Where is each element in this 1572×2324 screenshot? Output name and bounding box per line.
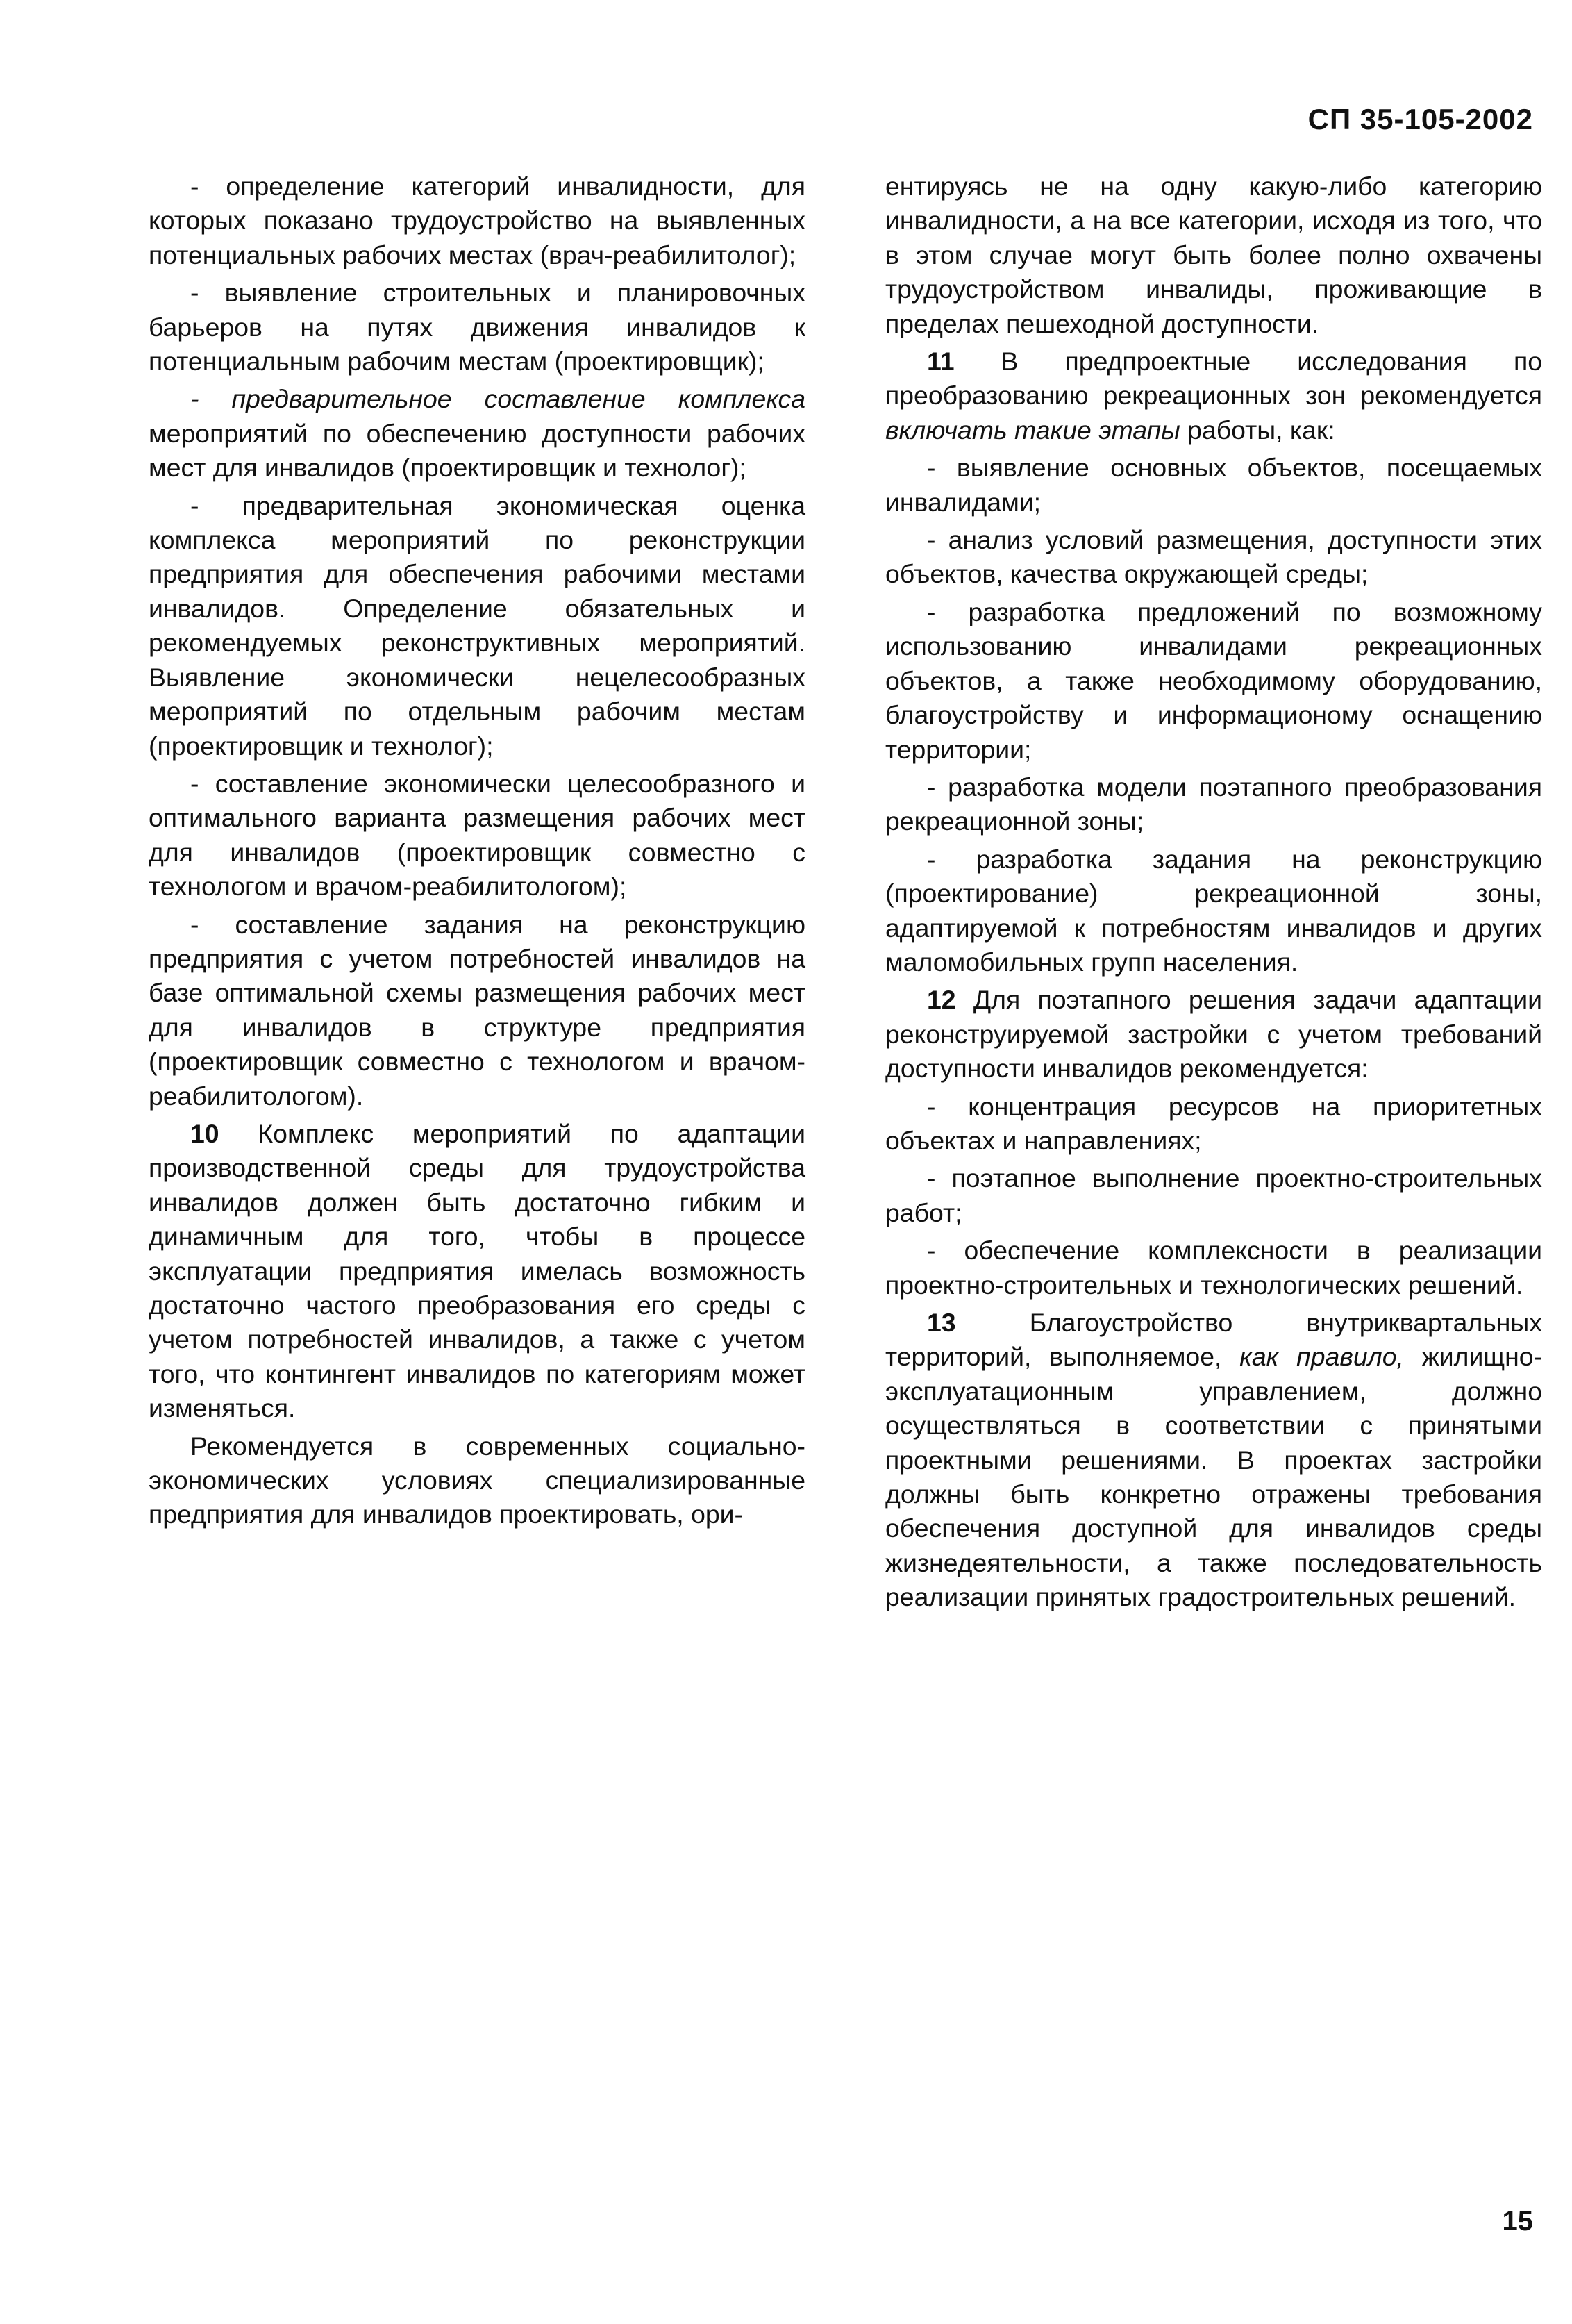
paragraph-text: Комплекс мероприятий по адаптации производственной среды для трудоустройства инвалидов должен быть достаточно гибким и динамичным для того, чтобы в процессе эксплуатации предприятия имелась возможность достаточно частого преобразования его среды с учетом потребностей инвалидов, а также с учетом того, что контингент инвалидов по категориям может изменяться. [149, 1118, 805, 1423]
right-text-column [885, 169, 1542, 1618]
page-number: 15 [1502, 2206, 1533, 2236]
paragraph: Рекомендуется в современных социально-экономических условиях специализированные предприятия для инвалидов проектировать, ори- [149, 1431, 805, 1529]
paragraph: - определение категорий инвалидности, для которых показано трудоустройство на выявленных потенциальных рабочих местах (врач-реабилитолог); [149, 172, 805, 269]
paragraph: - составление экономически целесообразного и оптимального варианта размещения рабочих мест для инвалидов (проектировщик совместно с технологом и врачом-реабилитологом); [149, 768, 805, 902]
clause-number: 11 [927, 347, 955, 376]
left-text-column [149, 169, 805, 1536]
clause-11 [885, 345, 1542, 447]
paragraph: - концентрация ресурсов на приоритетных объектах и направлениях; [885, 1091, 1542, 1155]
clause-number: 13 [927, 1308, 956, 1337]
paragraph-text: Благоустройство внутриквартальных территорий, выполняемое, [885, 1308, 1542, 1372]
italic-text: - предварительное составление комплекса [190, 384, 805, 414]
clause-13 [885, 1306, 1542, 1615]
paragraph-text: В предпроектные исследования по преобразованию рекреационных зон рекомендуется [885, 347, 1542, 410]
paragraph: - выявление строительных и планировочных барьеров на путях движения инвалидов к потенциальным рабочим местам (проектировщик); [149, 278, 805, 376]
paragraph-text: жилищно-эксплуатационным управлением, должно осуществляться в соответствии с принятыми проектными решениями. В проектах застройки должны быть конкретно отражены требования обеспечения доступной для инвалидов среды жизнедеятельности, а также последовательность реализации принятых градостроительных решений. [885, 1342, 1543, 1612]
clause-number: 10 [190, 1118, 219, 1148]
paragraph-continuation: ентируясь не на одну какую-либо категорию инвалидности, а на все категории, исходя из того, что в этом случае могут быть более полно охвачены трудоустройством инвалиды, проживающие в пределах пешеходной доступности. [885, 172, 1542, 338]
clause-10 [149, 1117, 805, 1426]
paragraph-text: работы, как: [1180, 415, 1335, 445]
clause-number: 12 [927, 985, 956, 1015]
paragraph: - выявление основных объектов, посещаемых инвалидами; [885, 453, 1542, 517]
italic-text: как правило, [1239, 1342, 1404, 1372]
paragraph-text: мероприятий по обеспечению доступности рабочих мест для инвалидов (проектировщик и технолог); [149, 418, 805, 483]
paragraph: - анализ условий размещения, доступности этих объектов, качества окружающей среды; [885, 525, 1542, 589]
paragraph: - поэтапное выполнение проектно-строительных работ; [885, 1163, 1542, 1227]
paragraph [149, 382, 805, 485]
paragraph: - разработка модели поэтапного преобразования рекреационной зоны; [885, 772, 1542, 836]
paragraph: - разработка предложений по возможному использованию инвалидами рекреационных объектов, а также необходимому оборудованию, благоустройству и информационому оснащению территории; [885, 597, 1542, 764]
clause-12 [885, 983, 1542, 1086]
paragraph: - составление задания на реконструкцию предприятия с учетом потребностей инвалидов на базе оптимальной схемы размещения рабочих мест для инвалидов в структуре предприятия (проектировщик совместно с технологом и врачом-реабилитологом). [149, 909, 805, 1111]
paragraph-text: Для поэтапного решения задачи адаптации реконструируемой застройки с учетом требований доступности инвалидов рекомендуется: [885, 985, 1542, 1084]
paragraph: - обеспечение комплексности в реализации проектно-строительных и технологических решений. [885, 1236, 1542, 1300]
paragraph: - предварительная экономическая оценка комплекса мероприятий по реконструкции предприятия для обеспечения рабочими местами инвалидов. Определение обязательных и рекомендуемых реконструктивных мероприятий. Выявление экономически нецелесообразных мероприятий по отдельным рабочим местам (проектировщик и технолог); [149, 490, 805, 761]
document-code: СП 35-105-2002 [1307, 103, 1533, 135]
paragraph: - разработка задания на реконструкцию (проектирование) рекреационной зоны, адаптируемой к потребностям инвалидов и других маломобильных групп населения. [885, 844, 1542, 977]
italic-text: включать такие этапы [885, 415, 1180, 445]
